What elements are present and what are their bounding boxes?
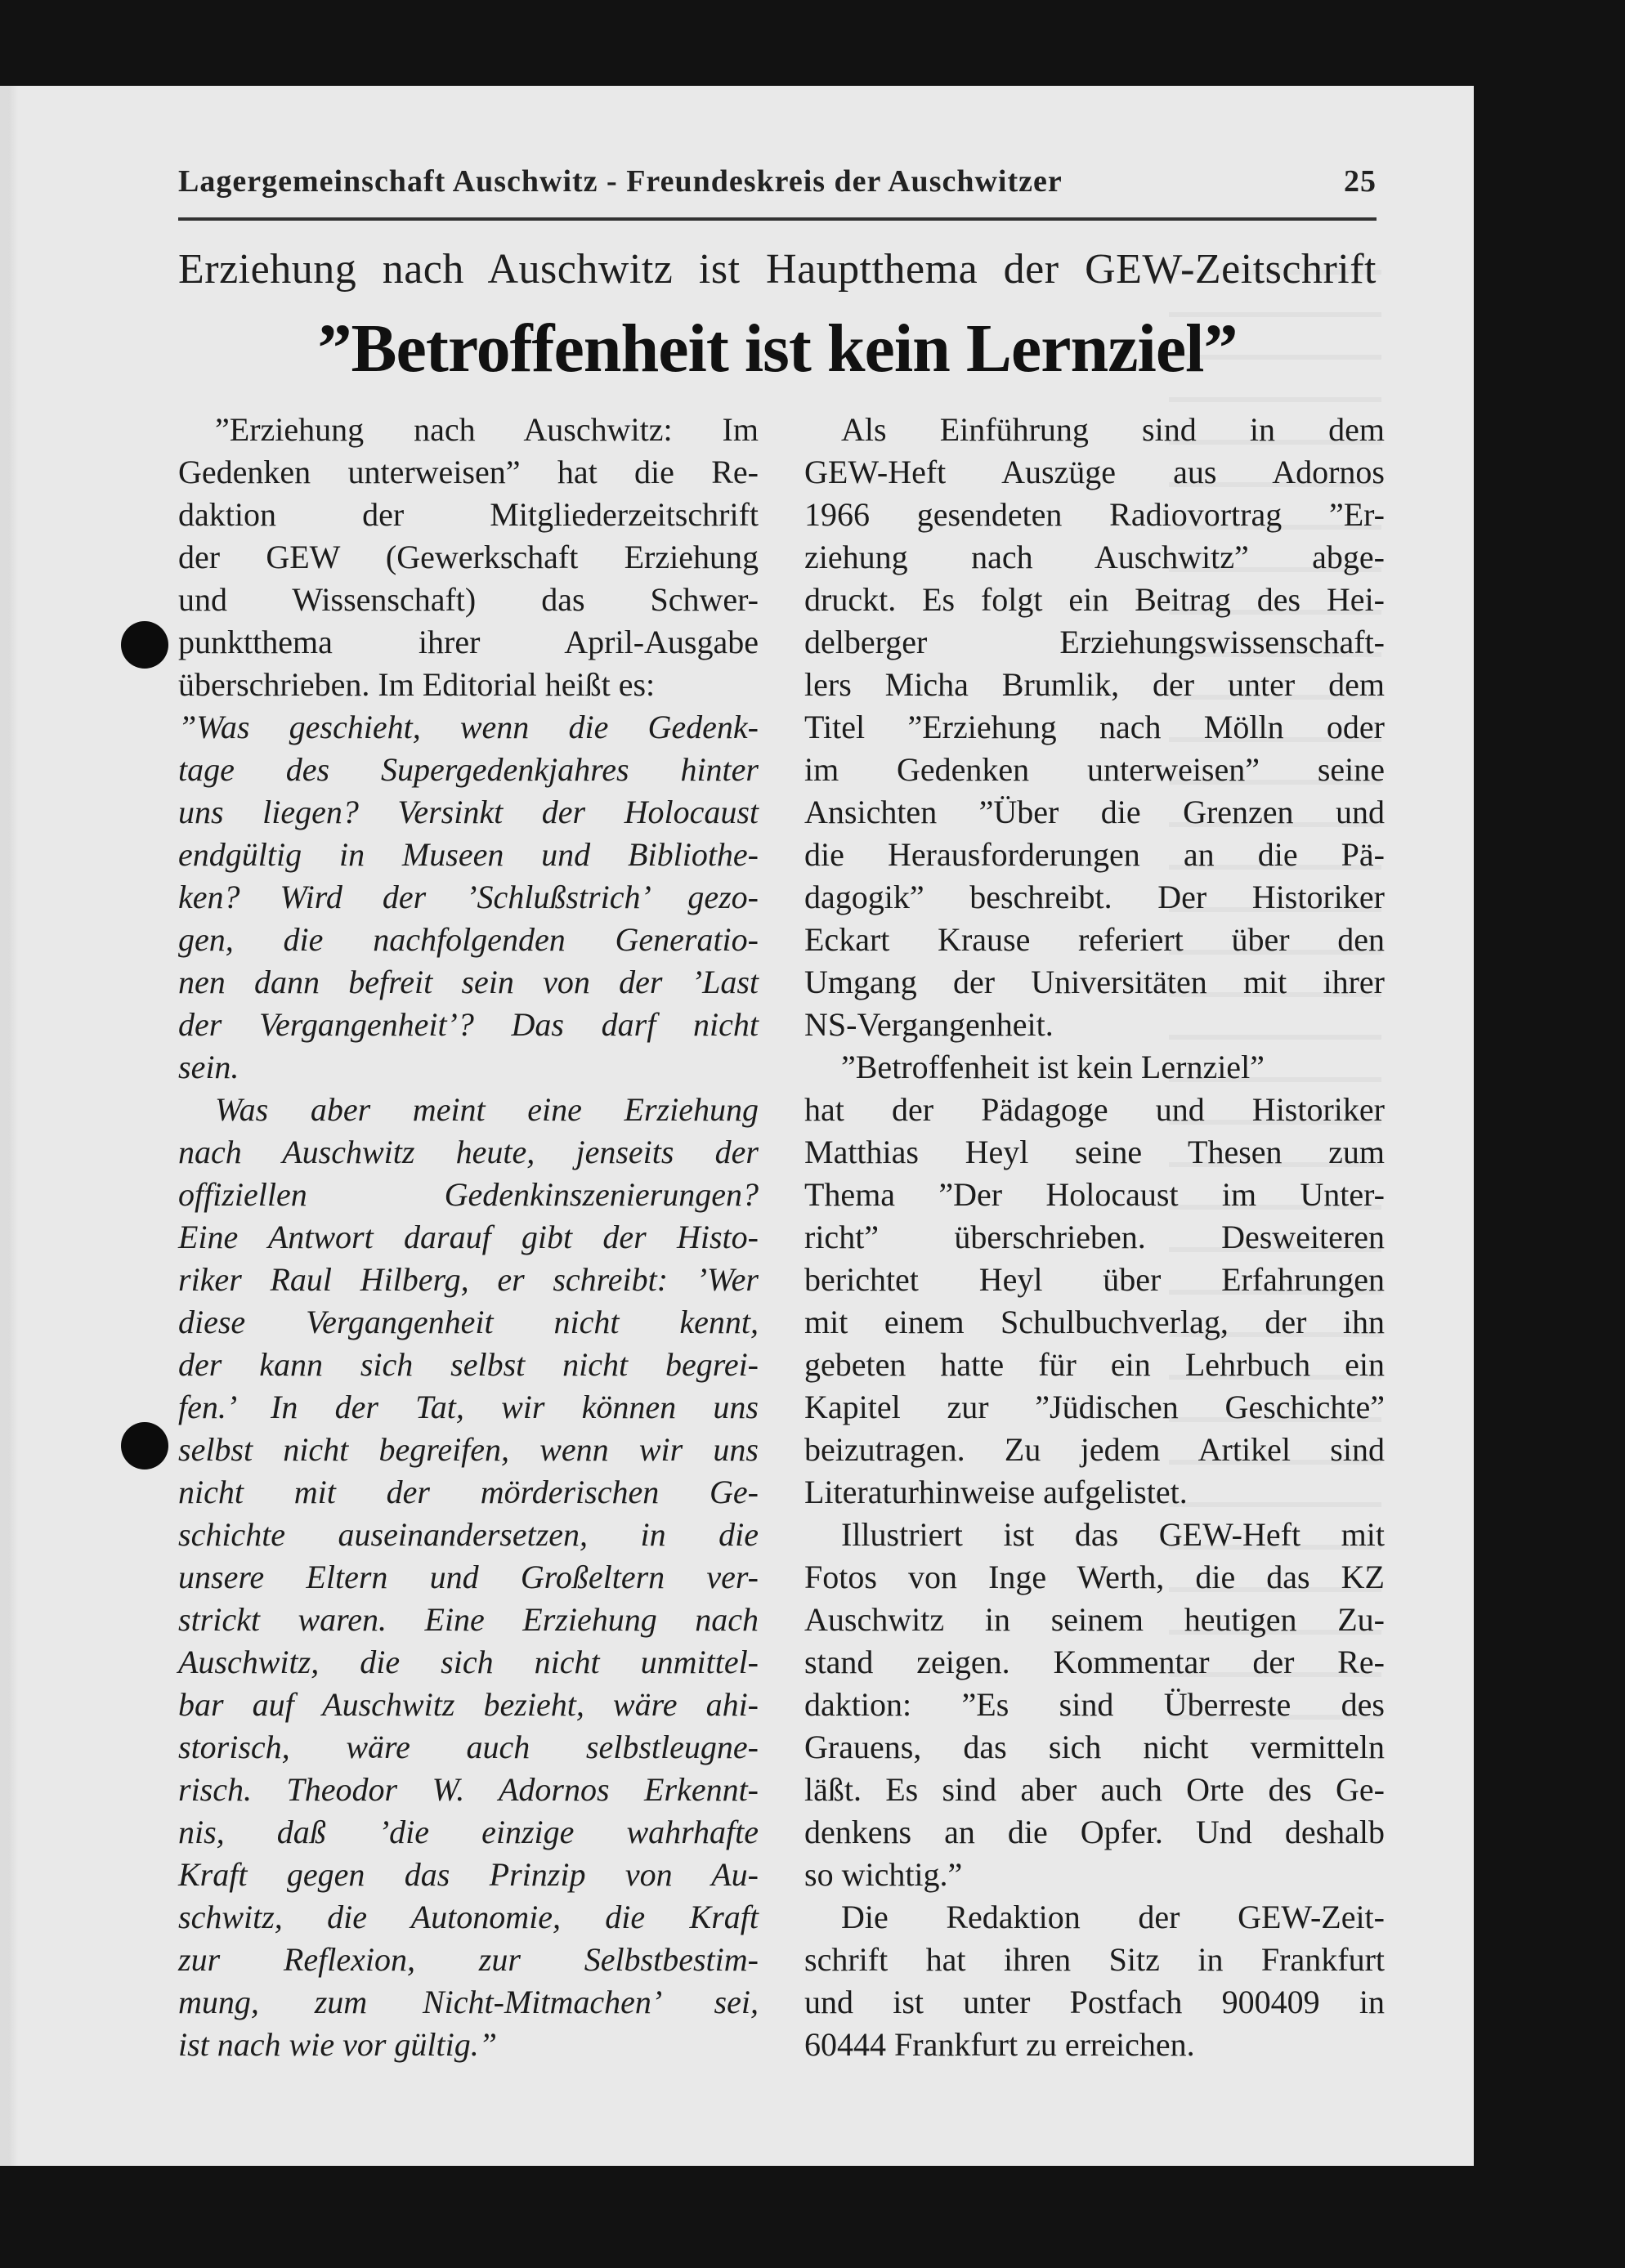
left-column: [178, 409, 759, 2066]
text-line: Auschwitz in seinem heutigen Zu-: [804, 1601, 1385, 1638]
text-line: richt” überschrieben. Desweiteren: [804, 1219, 1385, 1255]
text-line: ”Betroffenheit ist kein Lernziel”: [841, 1049, 1265, 1085]
text-line: sein.: [178, 1049, 239, 1085]
text-line: storisch, wäre auch selbstleugne-: [178, 1729, 759, 1765]
text-line: nen dann befreit sein von der ’Last: [178, 964, 759, 1000]
page-number: 25: [1344, 164, 1377, 199]
text-line: hat der Pädagoge und Historiker: [804, 1091, 1385, 1128]
text-line: dagogik” beschreibt. Der Historiker: [804, 879, 1385, 915]
text-line: Fotos von Inge Werth, die das KZ: [804, 1559, 1385, 1595]
journal-title: Lagergemeinschaft Auschwitz - Freundeskreis der Auschwitzer: [178, 164, 1063, 199]
text-line: beizutragen. Zu jedem Artikel sind: [804, 1431, 1385, 1468]
text-line: der GEW (Gewerkschaft Erziehung: [178, 539, 759, 575]
text-line: schrift hat ihren Sitz in Frankfurt: [804, 1941, 1385, 1978]
text-line: und ist unter Postfach 900409 in: [804, 1984, 1385, 2020]
text-line: Thema ”Der Holocaust im Unter-: [804, 1176, 1385, 1213]
text-line: Titel ”Erziehung nach Mölln oder: [804, 709, 1385, 745]
text-line: diese Vergangenheit nicht kennt,: [178, 1304, 759, 1340]
text-line: die Herausforderungen an die Pä-: [804, 836, 1385, 873]
text-line: Grauens, das sich nicht vermitteln: [804, 1729, 1385, 1765]
text-line: strickt waren. Eine Erziehung nach: [178, 1601, 759, 1638]
text-line: unsere Eltern und Großeltern ver-: [178, 1559, 759, 1595]
text-line: mung, zum Nicht-Mitmachen’ sei,: [178, 1984, 759, 2020]
right-column: [804, 409, 1385, 2066]
text-line: risch. Theodor W. Adornos Erkennt-: [178, 1771, 759, 1808]
text-line: berichtet Heyl über Erfahrungen: [804, 1261, 1385, 1298]
text-line: riker Raul Hilberg, er schreibt: ’Wer: [178, 1261, 759, 1298]
header-rule: [178, 217, 1377, 221]
text-line: ”Was geschieht, wenn die Gedenk-: [178, 709, 759, 745]
text-line: endgültig in Museen und Bibliothe-: [178, 836, 759, 873]
text-line: so wichtig.”: [804, 1856, 963, 1893]
text-line: ist nach wie vor gültig.”: [178, 2026, 497, 2063]
text-line: schichte auseinandersetzen, in die: [178, 1516, 759, 1553]
text-line: der Vergangenheit’? Das darf nicht: [178, 1006, 759, 1043]
text-line: im Gedenken unterweisen” seine: [804, 751, 1385, 788]
text-line: fen.’ In der Tat, wir können uns: [178, 1389, 759, 1425]
punch-hole: [121, 621, 168, 669]
text-line: Kraft gegen das Prinzip von Au-: [178, 1856, 759, 1893]
text-line: gen, die nachfolgenden Generatio-: [178, 921, 759, 958]
text-line: stand zeigen. Kommentar der Re-: [804, 1644, 1385, 1680]
text-line: nis, daß ’die einzige wahrhafte: [178, 1814, 759, 1850]
text-line: Auschwitz, die sich nicht unmittel-: [178, 1644, 759, 1680]
article-headline: ”Betroffenheit ist kein Lernziel”: [317, 311, 1238, 387]
text-line: gebeten hatte für ein Lehrbuch ein: [804, 1346, 1385, 1383]
text-line: lers Micha Brumlik, der unter dem: [804, 666, 1385, 703]
punch-hole: [121, 1422, 168, 1470]
text-line: Eine Antwort darauf gibt der Histo-: [178, 1219, 759, 1255]
text-line: Literaturhinweise aufgelistet.: [804, 1474, 1188, 1510]
text-line: Illustriert ist das GEW-Heft mit: [841, 1516, 1385, 1553]
text-line: überschrieben. Im Editorial heißt es:: [178, 666, 656, 703]
text-line: uns liegen? Versinkt der Holocaust: [178, 794, 759, 830]
text-line: Als Einführung sind in dem: [841, 411, 1385, 448]
text-line: ken? Wird der ’Schlußstrich’ gezo-: [178, 879, 759, 915]
text-line: daktion der Mitgliederzeitschrift: [178, 496, 759, 533]
text-line: mit einem Schulbuchverlag, der ihn: [804, 1304, 1385, 1340]
text-line: der kann sich selbst nicht begrei-: [178, 1346, 759, 1383]
text-line: NS-Vergangenheit.: [804, 1006, 1054, 1043]
text-line: offiziellen Gedenkinszenierungen?: [178, 1176, 759, 1213]
text-line: Eckart Krause referiert über den: [804, 921, 1385, 958]
text-line: 1966 gesendeten Radiovortrag ”Er-: [804, 496, 1385, 533]
text-line: bar auf Auschwitz bezieht, wäre ahi-: [178, 1686, 759, 1723]
binding-fold: [0, 86, 8, 2166]
text-line: und Wissenschaft) das Schwer-: [178, 581, 759, 618]
text-line: nach Auschwitz heute, jenseits der: [178, 1134, 759, 1170]
running-header: [178, 163, 1377, 212]
text-line: nicht mit der mörderischen Ge-: [178, 1474, 759, 1510]
text-line: selbst nicht begreifen, wenn wir uns: [178, 1431, 759, 1468]
text-line: Ansichten ”Über die Grenzen und: [804, 794, 1385, 830]
text-line: daktion: ”Es sind Überreste des: [804, 1686, 1385, 1723]
text-line: tage des Supergedenkjahres hinter: [178, 751, 759, 788]
text-line: Die Redaktion der GEW-Zeit-: [841, 1899, 1385, 1935]
text-line: Was aber meint eine Erziehung: [215, 1091, 759, 1128]
text-line: Gedenken unterweisen” hat die Re-: [178, 454, 759, 490]
text-line: delberger Erziehungswissenschaft-: [804, 624, 1385, 660]
text-line: druckt. Es folgt ein Beitrag des Hei-: [804, 581, 1385, 618]
text-line: GEW-Heft Auszüge aus Adornos: [804, 454, 1385, 490]
text-line: 60444 Frankfurt zu erreichen.: [804, 2026, 1195, 2063]
text-line: Umgang der Universitäten mit ihrer: [804, 964, 1385, 1000]
text-line: ziehung nach Auschwitz” abge-: [804, 539, 1385, 575]
text-line: punktthema ihrer April-Ausgabe: [178, 624, 759, 660]
text-line: Kapitel zur ”Jüdischen Geschichte”: [804, 1389, 1385, 1425]
text-line: läßt. Es sind aber auch Orte des Ge-: [804, 1771, 1385, 1808]
text-line: Matthias Heyl seine Thesen zum: [804, 1134, 1385, 1170]
text-line: schwitz, die Autonomie, die Kraft: [178, 1899, 759, 1935]
text-line: zur Reflexion, zur Selbstbestim-: [178, 1941, 759, 1978]
text-line: ”Erziehung nach Auschwitz: Im: [215, 411, 759, 448]
text-line: denkens an die Opfer. Und deshalb: [804, 1814, 1385, 1850]
article-kicker: Erziehung nach Auschwitz ist Hauptthema der GEW-Zeitschrift: [178, 246, 1377, 293]
